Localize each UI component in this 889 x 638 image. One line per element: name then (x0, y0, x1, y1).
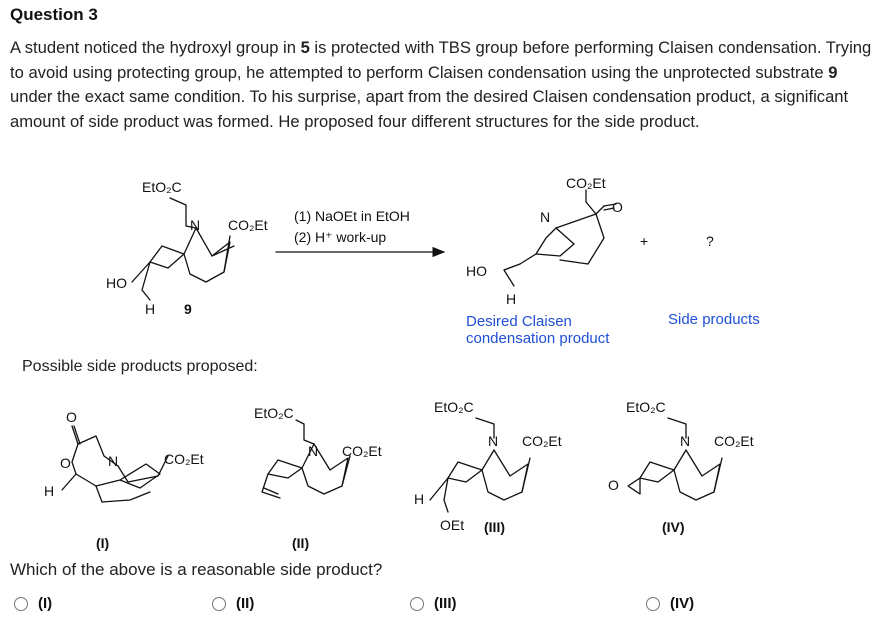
option-I-label: (I) (38, 595, 53, 612)
option-II[interactable] (212, 595, 254, 612)
structure-II-label: (II) (292, 535, 310, 551)
desired-o: O (612, 199, 623, 215)
option-IV-radio[interactable] (646, 597, 660, 611)
option-IV-label: (IV) (670, 595, 695, 612)
option-III-label: (III) (434, 595, 457, 612)
option-III-radio[interactable] (410, 597, 424, 611)
possible-side-products-label: Possible side products proposed: (22, 358, 258, 375)
unknown-product: ? (706, 233, 714, 249)
s2-n: N (308, 443, 319, 459)
s4-o-epoxide: O (608, 477, 619, 493)
cmpd9-h: H (145, 301, 156, 317)
desired-co2et: CO₂Et (566, 175, 606, 191)
plus-sign: + (640, 233, 649, 249)
s3-oet: OEt (440, 517, 465, 533)
s1-o-carbonyl: O (66, 409, 77, 425)
structure-I-label: (I) (96, 535, 110, 551)
desired-product-structure (504, 190, 616, 286)
s1-n: N (108, 453, 119, 469)
condition-1: (1) NaOEt in EtOH (294, 208, 410, 224)
s3-n: N (488, 433, 499, 449)
desired-caption-line1: Desired Claisen (466, 313, 572, 330)
cmpd9-n: N (190, 217, 201, 233)
s1-h: H (44, 483, 55, 499)
side-products-caption: Side products (668, 311, 760, 328)
cmpd9-co2et: CO₂Et (228, 217, 268, 233)
option-II-label: (II) (236, 595, 255, 612)
option-I[interactable] (14, 595, 52, 612)
question-prompt: Which of the above is a reasonable side product? (10, 560, 383, 579)
desired-n: N (540, 209, 551, 225)
structure-IV-label: (IV) (662, 519, 685, 535)
structure-III-label: (III) (484, 519, 505, 535)
option-I-radio[interactable] (14, 597, 28, 611)
cmpd9-ho: HO (106, 275, 127, 291)
option-II-radio[interactable] (212, 597, 226, 611)
desired-h: H (506, 291, 517, 307)
desired-caption-line2: condensation product (466, 330, 610, 347)
structure-IV (628, 418, 722, 500)
compound-9-label: 9 (184, 301, 192, 317)
s1-o-ring: O (60, 455, 71, 471)
question-title: Question 3 (10, 5, 98, 24)
s3-eto2c: EtO₂C (434, 399, 474, 415)
structure-II (262, 420, 350, 498)
s4-eto2c: EtO₂C (626, 399, 666, 415)
option-IV[interactable] (646, 595, 694, 612)
s4-co2et: CO₂Et (714, 433, 754, 449)
option-III[interactable] (410, 595, 457, 612)
s4-n: N (680, 433, 691, 449)
s2-eto2c: EtO₂C (254, 405, 294, 421)
s1-co2et: CO₂Et (164, 451, 204, 467)
cmpd9-eto2c: EtO₂C (142, 179, 182, 195)
compound-9-structure (132, 198, 234, 300)
desired-ho: HO (466, 263, 487, 279)
s3-co2et: CO₂Et (522, 433, 562, 449)
question-paragraph: A student noticed the hydroxyl group in 5 is protected with TBS group before performing Claisen condensation. Trying to avoid using protecting group, he attempted to perform Claisen condensation using the unprotected substrate 9 under the exact same condition. To his surprise, apart from the desired Claisen condensation product, a significant amount of side product was formed. He proposed four different structures for the side product. (10, 38, 872, 131)
s3-h: H (414, 491, 425, 507)
condition-2: (2) H⁺ work-up (294, 229, 387, 245)
s2-co2et: CO₂Et (342, 443, 382, 459)
structure-III (430, 418, 530, 512)
